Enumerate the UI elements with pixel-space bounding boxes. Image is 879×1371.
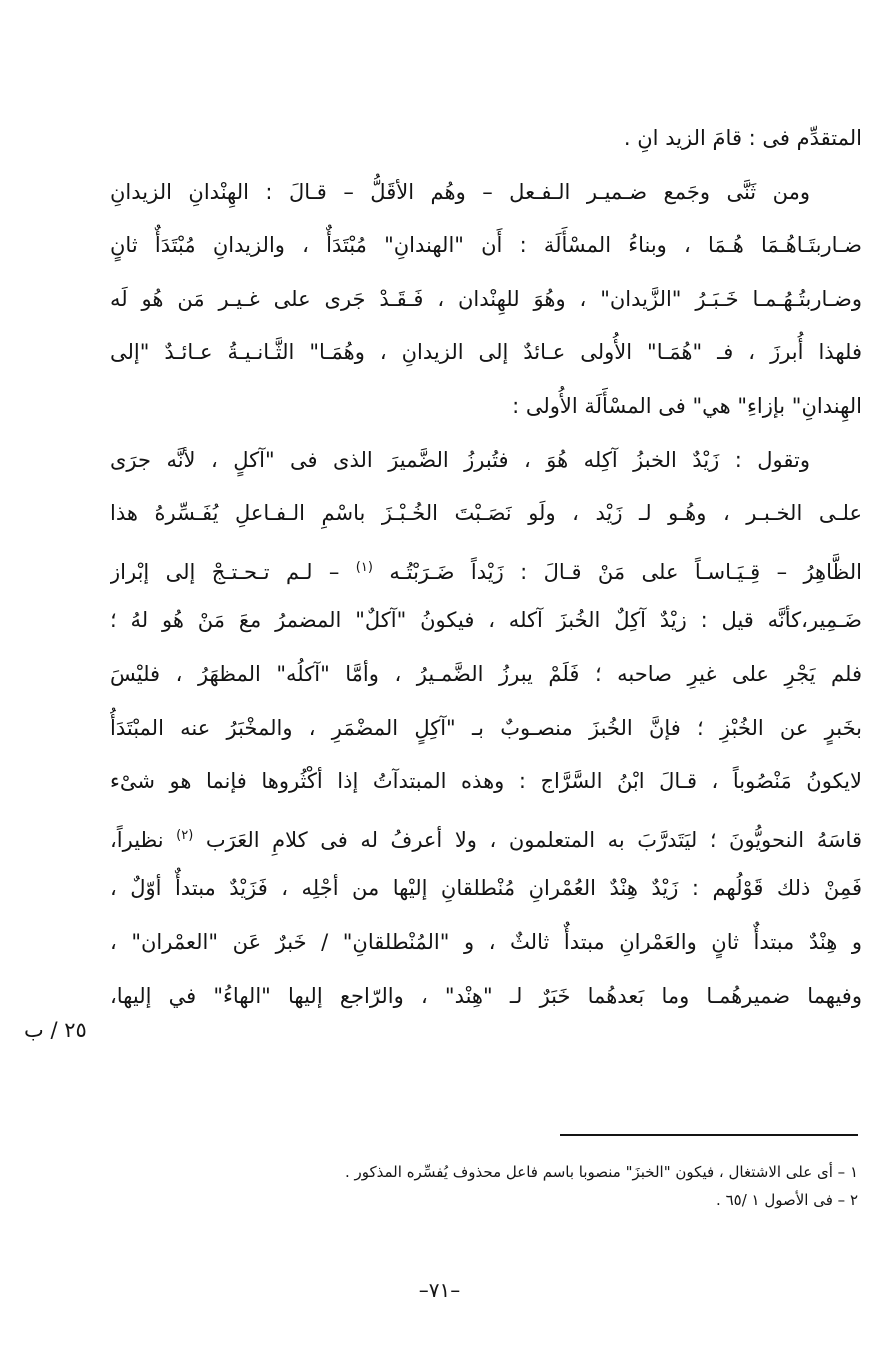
footnote-separator: [560, 1134, 858, 1136]
body-line: ضَـمِير،كأنَّه قيل : زيْدٌ آكِلٌ الخُبزَ آكله ، فيكونُ "آكلٌ" المضمرُ معَ مَنْ هُو لهُ ؛: [110, 608, 862, 633]
body-line: فلم يَجْرِ على غيرِ صاحبه ؛ فَلَمْ يبرزُ الضَّمـيرُ ، وأمَّا "آكلُه" المظهَرُ ، فليْسَ: [110, 661, 862, 686]
body-line: قاسَهُ النحويُّونَ ؛ ليَتَدرَّبَ به المتعلمون ، ولا أعرفُ له فى كلامِ العَرَب $^{(٢)}$ نظيراً،: [110, 827, 862, 852]
footnote-marker: (١): [355, 559, 373, 575]
body-line: الظَّاهِرُ – قِـيَـاسـاً على مَنْ قـالَ : زَيْداً ضَـرَبْتُـه $^{(١)}$ – لـم تـحـتـجْ إلى إبْراز: [110, 559, 862, 584]
body-line: وضـاربتُـهُـمـا خَـبَـرُ "الزَّيدان" ، وهُوَ للهِنْدان ، فَـقَـدْ جَرى على غـيـر مَن هُو لَه: [110, 286, 862, 311]
footnote-1: ١ – أى على الاشتغال ، فيكون "الخبزَ" منصوبا باسم فاعل محذوف يُفسِّره المذكور .: [344, 1163, 858, 1181]
body-line: لايكونُ مَنْصُوباً ، قـالَ ابْنُ السَّرَّاج : وهذه المبتدآتُ إذا أكْثُروها فإنما هو شىْء: [110, 769, 862, 794]
manuscript-folio-note: ٢٥ / ب: [24, 1018, 87, 1042]
body-line: وفيهما ضميرهُمـا وما بَعدهُما خَبَرٌ لـ "هِنْد" ، والرّاجع إليها "الهاءُ" في إليها،: [110, 983, 862, 1008]
body-line: و هِنْدٌ مبتدأٌ ثانٍ والعَمْرانِ مبتدأٌ ثالثٌ ، و "المُنْطلقانِ" / خَبرٌ عَن "العمْران" ،: [110, 929, 862, 954]
page-number: –٧١–: [418, 1278, 461, 1302]
footnote-marker: (٢): [176, 827, 194, 843]
body-text: [110, 112, 862, 1023]
body-line: وتقول : زَيْدٌ الخبزُ آكِله هُوَ ، فتُبرزُ الضَّميرَ الذى فى "آكلٍ ، لأنَّه جرَى: [110, 447, 810, 472]
body-line: بخَبرٍ عن الخُبْزِ ؛ فإنَّ الخُبزَ منصـوبٌ بـ "آكِلٍ المضْمَرِ ، والمخْبَرُ عنه المبْتَدَأُ: [110, 715, 862, 740]
body-line: فَمِنْ ذلك قَوْلُهم : زَيْدٌ هِنْدٌ العُمْرانِ مُنْطلقانِ إليْها من أجْلِه ، فَزَيْدٌ مبتدأٌ أوّلٌ ،: [110, 876, 862, 901]
body-line: ومن ثَنَّى وجَمع ضـميـر الـفـعل – وهُم الأقَلُّ – قـالَ : الهِنْدانِ الزيدانِ: [110, 179, 810, 204]
body-line: ضـاربتَـاهُـمَا هُـمَا ، وبناءُ المسْأَلَة : أَن "الهندانِ" مُبْتَدَأٌ ، والزيدانِ مُبْتَدَأٌ ثانٍ: [110, 233, 862, 258]
body-line: علـى الخـبـر ، وهُـو لـ زَيْد ، ولَو نَصَـبْتَ الخُـبْـزَ باسْمِ الـفـاعلِ يُفَـسِّرهُ هذا: [110, 501, 862, 526]
footnote-2: ٢ – فى الأصول ١ /٦٥ .: [716, 1191, 858, 1209]
footnotes: [200, 1158, 858, 1214]
body-line: المتقدِّم فى : قامَ الزيد انِ .: [623, 126, 862, 150]
body-line: الهِندانِ" بإزاءِ" هي" فى المسْأَلَة الأُولى :: [512, 393, 862, 418]
body-line: فلهذا أُبرزَ ، فـ "هُمَـا" الأُولى عـائدٌ إلى الزيدانِ ، وهُمَـا" الثَّـانـيـةُ عـائـدٌ "إلى: [110, 340, 862, 365]
